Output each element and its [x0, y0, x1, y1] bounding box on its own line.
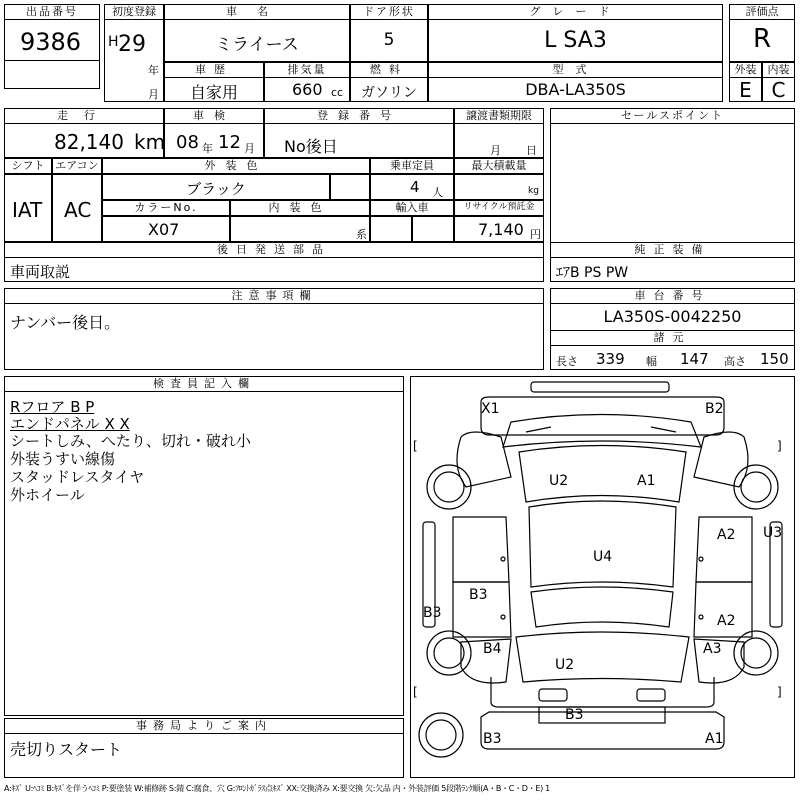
transfer-month: 月	[490, 144, 501, 157]
plate-label: 登録番号	[264, 108, 454, 124]
mileage-label: 走行	[4, 108, 164, 124]
mark-u2-trunk: U2	[555, 657, 575, 673]
mark-b3-rear-bumper: B3	[483, 731, 502, 747]
inspector-line-5: スタッドレスタイヤ	[10, 468, 145, 486]
transfer-label: 譲渡書類期限	[454, 108, 544, 124]
reg-year: 29	[118, 32, 146, 57]
mark-a2-right-rear: A2	[717, 613, 736, 629]
mark-u2-hood: U2	[549, 473, 569, 489]
insp-year-unit: 年	[202, 142, 213, 155]
chassis-value: LA350S-0042250	[603, 307, 742, 326]
score-label: 評価点	[729, 4, 795, 20]
month-unit: 月	[148, 88, 159, 101]
width-value: 147	[680, 350, 709, 368]
height-label: 高さ	[724, 355, 746, 368]
insp-month: 12	[218, 132, 241, 153]
length-label: 長さ	[556, 355, 578, 368]
equip-value: ｴｱB PS PW	[556, 265, 629, 281]
lot-divider	[4, 60, 100, 61]
first-reg-label: 初度登録	[104, 4, 164, 20]
history-label: 車歴	[164, 62, 264, 78]
model-code-value: DBA-LA350S	[525, 80, 626, 99]
height-value: 150	[760, 350, 789, 368]
fuel-label: 燃料	[350, 62, 428, 78]
ac-value: AC	[64, 198, 92, 222]
legend-footer: A:ｷｽﾞ U:ﾍｺﾐ B:ｷｽﾞを伴うﾍｺﾐ P:要塗装 W:補修跡 S:錆 C:腐食、穴 G:ﾌﾛﾝﾄｶﾞﾗｽ点ｷｽﾞ XX:交換済み X:要交換 欠:欠品 内・外装評価 5段階ﾗﾝｸ順(A・B・C・D・E) 1	[4, 784, 550, 793]
displacement-label: 排気量	[264, 62, 350, 78]
interior-label: 内装	[762, 62, 795, 78]
office-value: 売切りスタート	[10, 740, 123, 759]
max-load-label: 最大積載量	[454, 158, 544, 174]
color-no-value: X07	[148, 220, 180, 239]
import-cell	[370, 216, 412, 242]
capacity-label: 乗車定員	[370, 158, 454, 174]
int-color-unit: 系	[356, 228, 367, 241]
max-load-unit: kg	[528, 186, 539, 196]
lot-number: 9386	[20, 28, 82, 56]
model-code-label: 型式	[428, 62, 723, 78]
recycle-unit: 円	[530, 228, 541, 241]
mark-b3-left-sill: B3	[423, 605, 442, 621]
mark-b2-front: B2	[705, 401, 724, 417]
inspector-line-2: エンドパネル X X	[10, 415, 130, 433]
docs-label: 後日発送部品	[4, 242, 544, 258]
color-label: 外装色	[102, 158, 370, 174]
interior-score: C	[771, 78, 786, 102]
plate-value: No後日	[284, 137, 338, 156]
length-value: 339	[596, 350, 625, 368]
int-color-cell	[230, 216, 370, 242]
import-cell-2	[412, 216, 454, 242]
grade-label: グレード	[428, 4, 723, 20]
width-label: 幅	[646, 355, 657, 368]
sales-point-box	[550, 108, 795, 258]
color-no-label: カラーNo.	[102, 200, 230, 216]
car-outline	[411, 377, 794, 777]
mark-a3-right-rear: A3	[703, 641, 722, 657]
mark-u4-roof: U4	[593, 549, 613, 565]
doors-value: 5	[383, 30, 395, 50]
recycle-label: リサイクル預託金	[454, 200, 544, 216]
displacement-unit: cc	[331, 86, 344, 99]
exterior-label: 外装	[729, 62, 762, 78]
sales-point-label: セールスポイント	[550, 108, 795, 124]
mark-a1-rear-bumper: A1	[705, 731, 724, 747]
era: H	[108, 34, 119, 50]
mark-a2-right-front: A2	[717, 527, 736, 543]
inspector-line-4: 外装うすい線傷	[10, 450, 116, 468]
recycle-value: 7,140	[478, 220, 524, 239]
transfer-day: 日	[526, 144, 537, 157]
bracket-right-top: ]	[777, 439, 782, 453]
equip-label: 純正装備	[550, 242, 795, 258]
displacement-value: 660	[292, 80, 323, 99]
model-name-label: 車名	[164, 4, 350, 20]
grade-value: L SA3	[544, 28, 607, 53]
history-value: 自家用	[189, 83, 238, 102]
docs-value: 車両取説	[10, 263, 71, 281]
notes-label: 注意事項欄	[4, 288, 544, 304]
lot-number-label: 出品番号	[4, 4, 100, 20]
mark-b3-rear-panel: B3	[565, 707, 584, 723]
mark-a1-hood: A1	[637, 473, 656, 489]
notes-value: ナンバー後日。	[10, 313, 121, 332]
bracket-left-top: [	[413, 439, 418, 453]
inspection-label: 車検	[164, 108, 264, 124]
color-cell-2	[330, 174, 370, 200]
mark-u3-right-sill: U3	[763, 525, 783, 541]
import-label: 輸入車	[370, 200, 454, 216]
color-value: ブラック	[186, 180, 246, 198]
capacity-unit: 人	[432, 186, 443, 199]
mark-b3-left-door: B3	[469, 587, 488, 603]
mark-b4-left-rear: B4	[483, 641, 502, 657]
damage-diagram	[410, 376, 795, 778]
inspector-line-3: シートしみ、へたり、切れ・破れ小	[10, 432, 251, 450]
inspector-line-1: Rフロア B P	[10, 398, 95, 416]
inspector-label: 検査員記入欄	[4, 376, 404, 392]
capacity-value: 4	[410, 178, 420, 196]
chassis-label: 車台番号	[550, 288, 795, 304]
insp-month-unit: 月	[244, 142, 255, 155]
fuel-value: ガソリン	[361, 85, 417, 101]
office-label: 事務局よりご案内	[4, 718, 404, 734]
dims-label: 諸元	[550, 330, 795, 346]
ac-label: エアコン	[52, 158, 102, 174]
bracket-left-bottom: [	[413, 685, 418, 699]
doors-label: ドア形状	[350, 4, 428, 20]
insp-year: 08	[176, 132, 199, 153]
score-value: R	[752, 24, 772, 54]
inspector-line-6: 外ホイール	[10, 486, 85, 504]
model-name: ミライース	[215, 35, 299, 55]
shift-value: IAT	[12, 198, 43, 222]
bracket-right-bottom: ]	[777, 685, 782, 699]
mileage-value: 82,140	[54, 130, 124, 154]
mileage-unit: km	[134, 130, 166, 154]
shift-label: シフト	[4, 158, 52, 174]
int-color-label: 内装色	[230, 200, 370, 216]
year-unit: 年	[148, 64, 159, 77]
exterior-score: E	[739, 78, 752, 102]
mark-x1: X1	[481, 401, 500, 417]
